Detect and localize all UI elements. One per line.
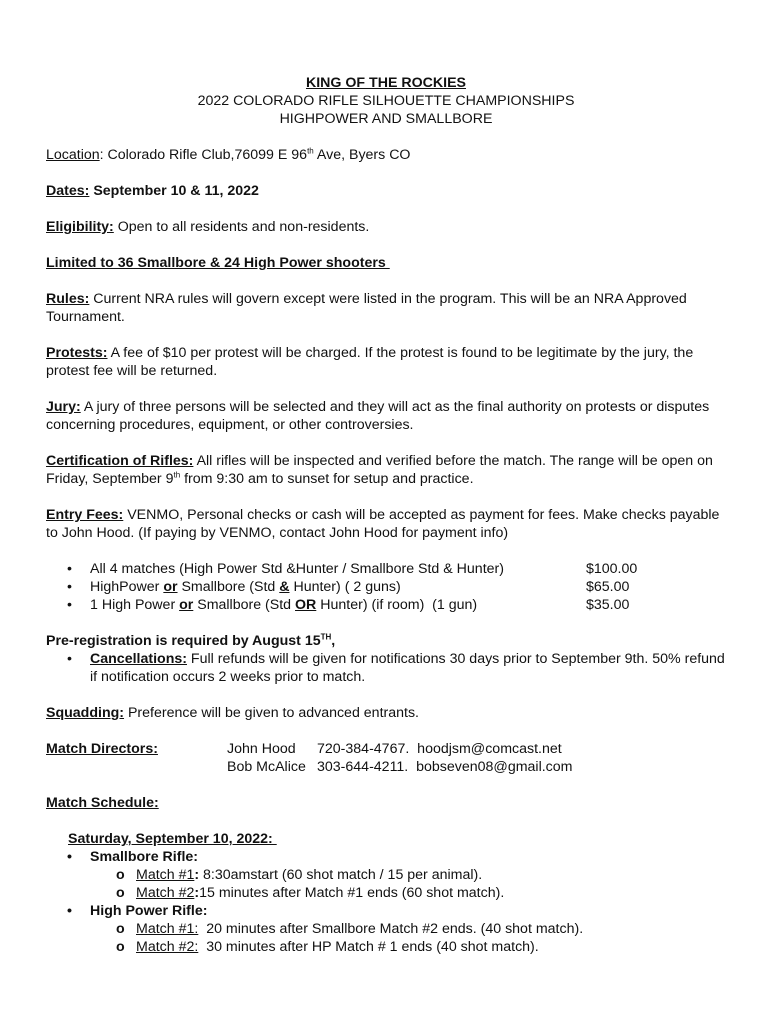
directors-label: Match Directors: [46,741,158,757]
fee-price: $100.00 [586,561,638,577]
sub-bullet-icon: o [116,867,125,883]
match-label: Match #1: [136,921,199,937]
certification-label: Certification of Rifles: [46,453,194,469]
fee-and: OR [295,597,317,613]
fee-desc-text: All 4 matches (High Power Std &Hunter / Smallbore Std & Hunter) [90,561,504,577]
fee-item [46,596,726,614]
fee-description [90,596,586,614]
match-label: Match #2: [136,939,199,955]
fee-desc-text: Hunter) (if room) (1 gun) [316,597,478,613]
fee-description [90,578,586,596]
dates-paragraph [46,182,726,200]
title-main: KING OF THE ROCKIES [305,75,466,91]
schedule-item [46,920,726,938]
dates-label: Dates: [46,183,90,199]
dates-text: September 10 & 11, 2022 [89,183,259,199]
preregistration-notice [46,632,726,650]
sub-bullet-icon: o [116,885,125,901]
bullet-icon: • [67,651,72,667]
bullet-icon: • [67,849,72,865]
schedule-item [46,884,726,902]
fee-or: or [179,597,194,613]
squadding-text: Preference will be given to advanced entrants. [124,705,419,721]
match-label: Match #2 [136,885,195,901]
protests-label: Protests: [46,345,108,361]
location-sup: th [307,146,314,156]
director-contact: 303-644-4211. bobseven08@gmail.com [317,759,573,775]
fee-desc-text: Smallbore (Std [193,597,296,613]
schedule-item [46,938,726,956]
cancellations-text: Full refunds will be given for notifications 30 days prior to September 9th. 50% refund if notification occurs 2 weeks prior to match. [90,651,725,685]
eligibility-label: Eligibility: [46,219,114,235]
location-label: Location [46,147,100,163]
fee-desc-text: Hunter) ( 2 guns) [289,579,401,595]
fee-desc-text: Smallbore (Std [177,579,280,595]
bullet-icon: • [67,579,72,595]
schedule-heading: Match Schedule: [46,795,159,811]
eligibility-paragraph [46,218,726,236]
preregistration-post: , [331,633,336,649]
protests-paragraph [46,344,726,380]
fee-and: & [279,579,290,595]
fee-desc-text: 1 High Power [90,597,180,613]
match-sep: : [194,885,200,901]
fee-list [46,560,726,614]
rules-label: Rules: [46,291,90,307]
fee-price: $65.00 [586,579,630,595]
rules-text: Current NRA rules will govern except were listed in the program. This will be an NRA Approved Tournament. [46,291,687,325]
jury-paragraph [46,398,726,434]
certification-sup: th [173,470,181,480]
match-label: Match #1 [136,867,195,883]
cancellation-item [46,650,726,686]
squadding-label: Squadding: [46,705,125,721]
fee-or: or [163,579,178,595]
match-text: 15 minutes after Match #1 ends (60 shot match). [199,885,505,901]
certification-text-2: from 9:30 am to sunset for setup and practice. [180,471,474,487]
title-subtitle-2: HIGHPOWER AND SMALLBORE [279,111,493,127]
match-text: 20 minutes after Smallbore Match #2 ends. (40 shot match). [198,921,584,937]
preregistration-sup: TH [320,632,332,642]
jury-text: A jury of three persons will be selected and they will act as the final authority on protests or disputes concerning procedures, equipment, or other controversies. [46,399,710,433]
match-text: 30 minutes after HP Match # 1 ends (40 shot match). [198,939,539,955]
schedule-group [46,902,726,920]
schedule-list [46,848,726,956]
sub-bullet-icon: o [116,921,125,937]
entry-fees-label: Entry Fees: [46,507,124,523]
eligibility-text: Open to all residents and non-residents. [113,219,370,235]
match-sep: : [194,867,200,883]
protests-text: A fee of $10 per protest will be charged. If the protest is found to be legitimate by the jury, the protest fee will be returned. [46,345,694,379]
document-title [46,74,726,128]
director-row [46,758,726,776]
location-text-2: Ave, Byers CO [313,147,411,163]
certification-text: All rifles will be inspected and verified before the match. The range will be open on Friday, September 9 [46,453,713,487]
sub-bullet-icon: o [116,939,125,955]
director-name: John Hood [227,741,296,757]
schedule-day: Saturday, September 10, 2022: [68,831,277,847]
cancellation-list [46,650,726,686]
director-name: Bob McAlice [227,759,306,775]
limited-notice: Limited to 36 Smallbore & 24 High Power shooters [46,255,390,271]
schedule-group-title: High Power Rifle: [90,903,208,919]
document-page [46,74,726,956]
bullet-icon: • [67,561,72,577]
schedule-group [46,848,726,866]
fee-item [46,560,726,578]
bullet-icon: • [67,597,72,613]
fee-item [46,578,726,596]
fee-price: $35.00 [586,597,630,613]
location-paragraph [46,146,726,164]
schedule-group-title: Smallbore Rifle: [90,849,199,865]
fee-description [90,560,586,578]
schedule-item [46,866,726,884]
cancellations-label: Cancellations: [90,651,187,667]
match-text: 8:30amstart (60 shot match / 15 per animal). [199,867,483,883]
jury-label: Jury: [46,399,81,415]
certification-paragraph [46,452,726,488]
rules-paragraph [46,290,726,326]
director-row [46,740,726,758]
preregistration-text: Pre-registration is required by August 15 [46,633,321,649]
location-text: : Colorado Rifle Club,76099 E 96 [99,147,308,163]
squadding-paragraph [46,704,726,722]
director-contact: 720-384-4767. hoodjsm@comcast.net [317,741,562,757]
fee-desc-text: HighPower [90,579,164,595]
entry-fees-paragraph [46,506,726,542]
match-directors [46,740,726,776]
entry-fees-text: VENMO, Personal checks or cash will be accepted as payment for fees. Make checks payable to John Hood. (If paying by VENMO, contact John Hood for payment info) [46,507,720,541]
title-subtitle: 2022 COLORADO RIFLE SILHOUETTE CHAMPIONSHIPS [197,93,575,109]
bullet-icon: • [67,903,72,919]
